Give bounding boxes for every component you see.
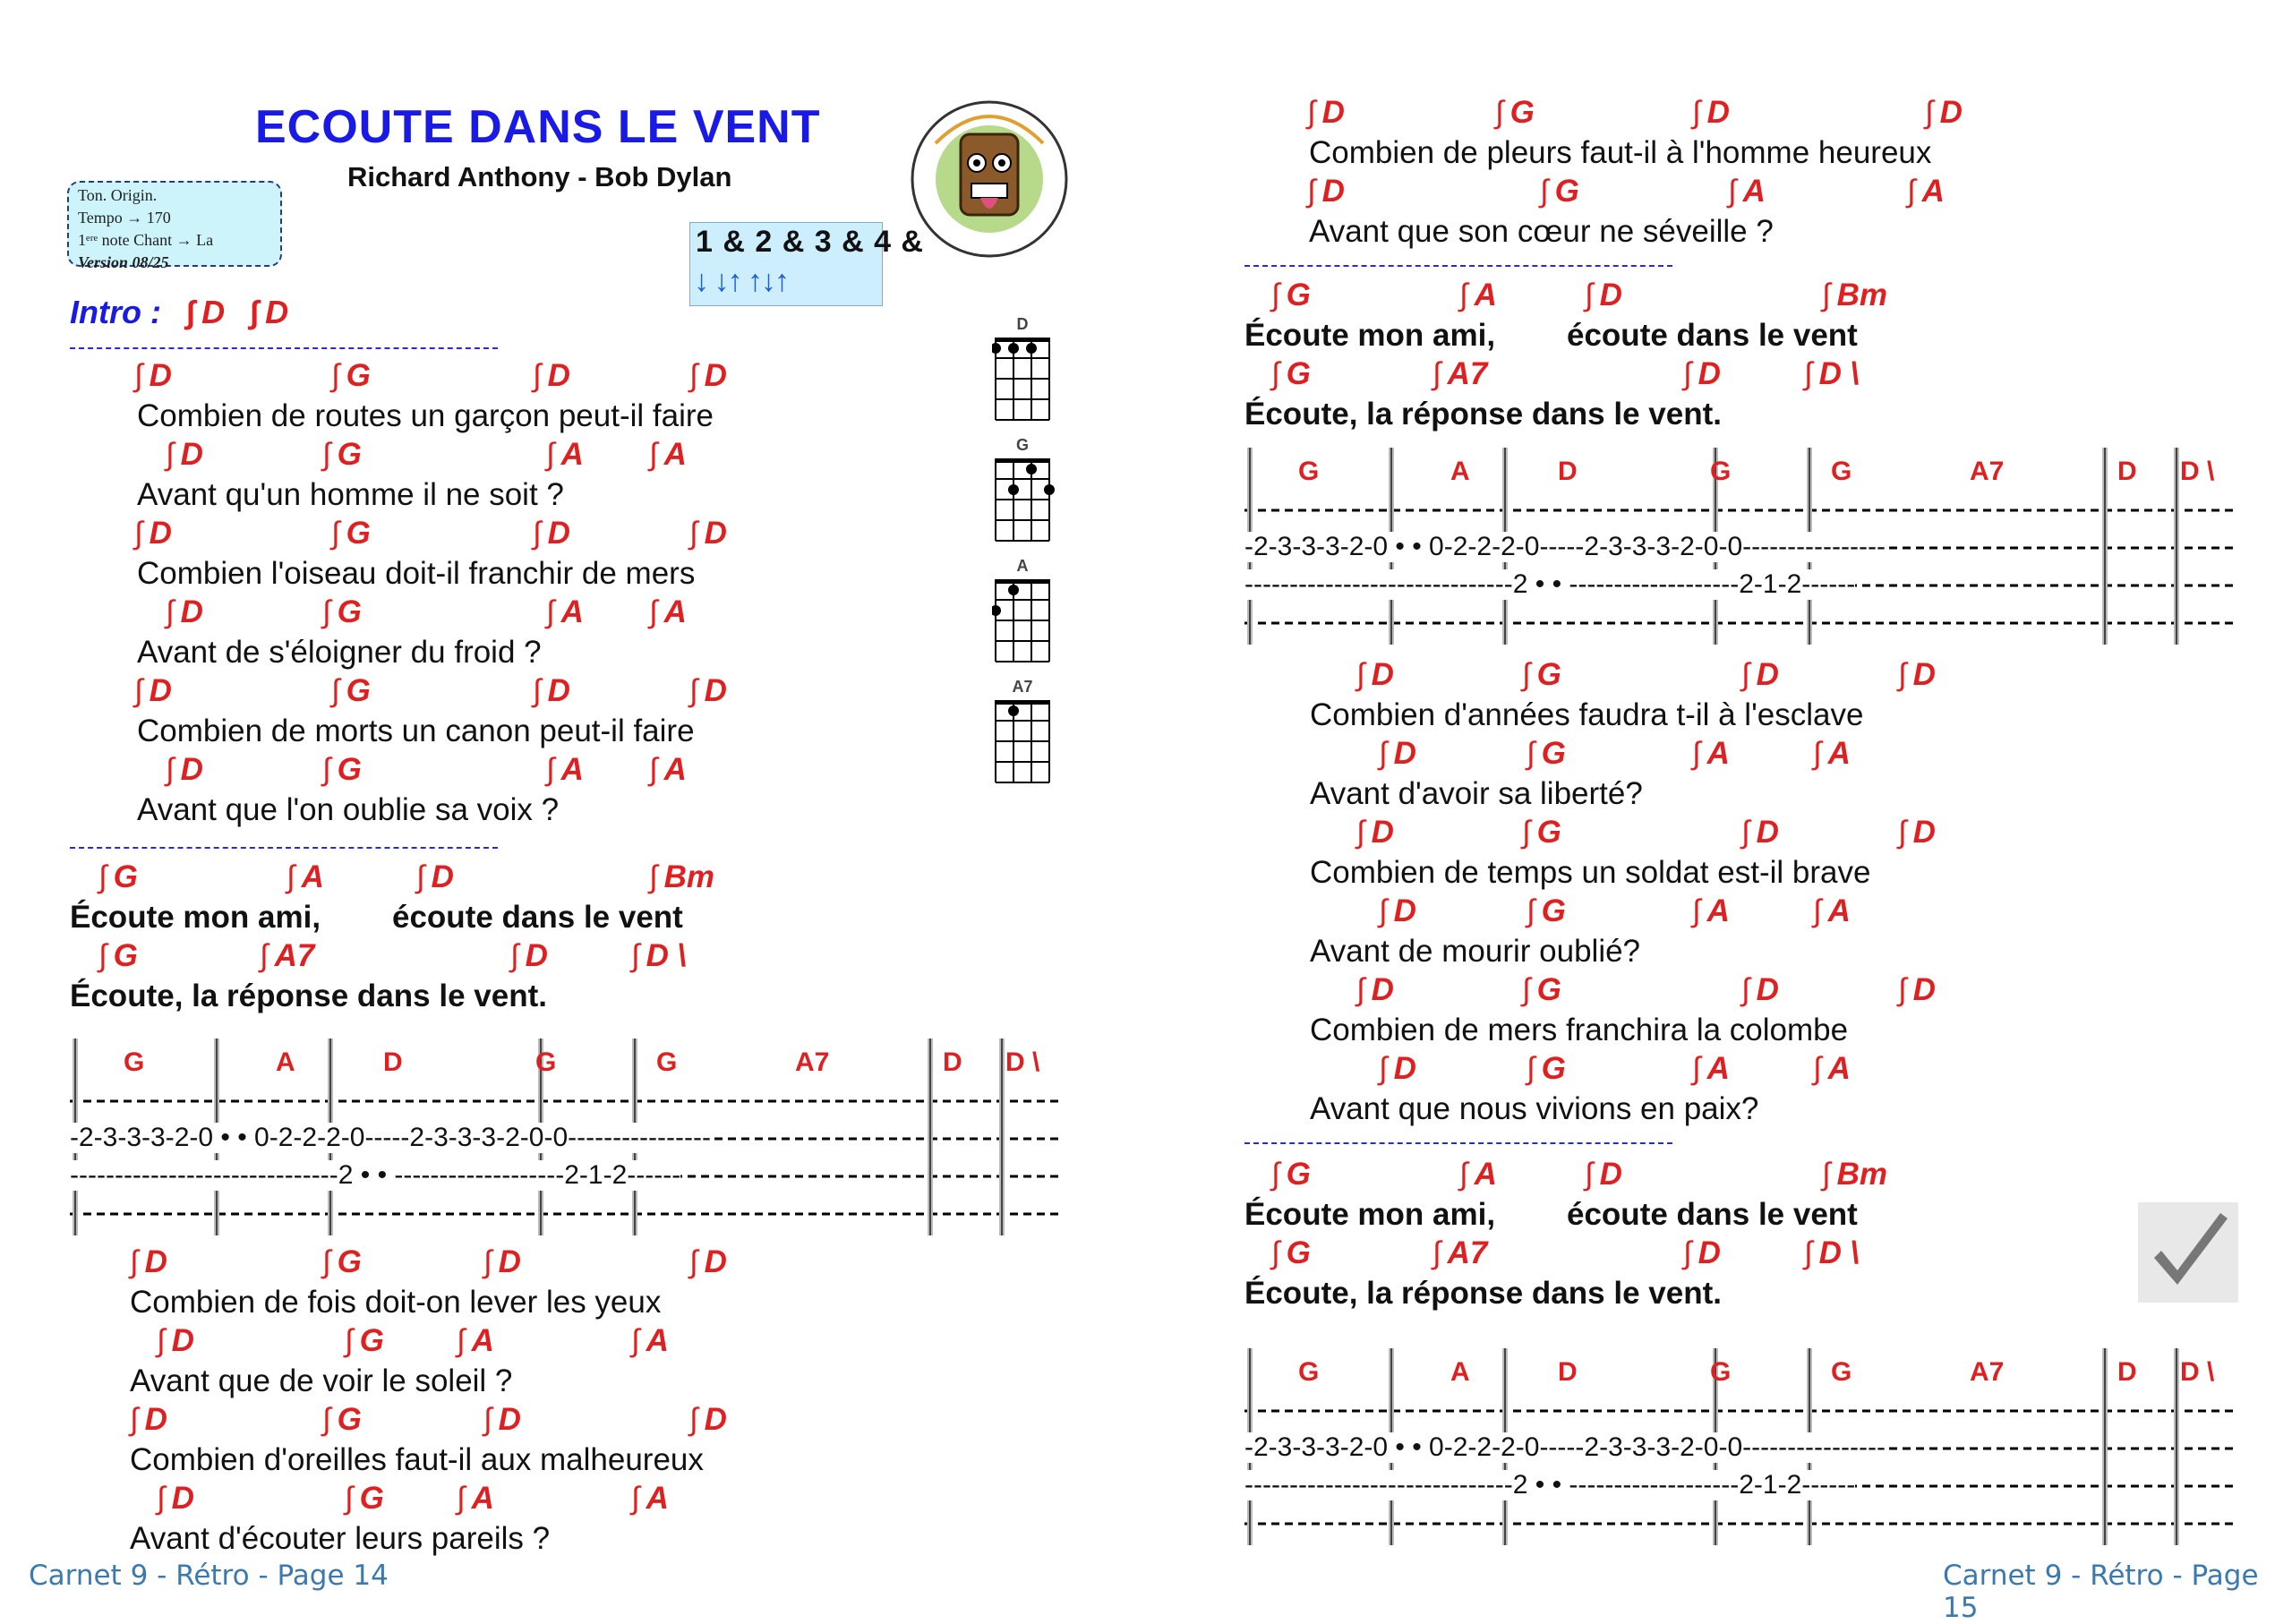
chord: ∫ D xyxy=(166,594,203,630)
chord: ∫ D xyxy=(1585,278,1622,313)
chord-diagram-label: G xyxy=(1015,436,1029,454)
chord: ∫ G xyxy=(1271,1235,1311,1271)
tab-string-2: -2-3-3-3-2-0 • • 0-2-2-2-0-----2-3-3-3-2-0-0---------------- xyxy=(70,1123,711,1152)
tab-chord-label: A xyxy=(276,1047,295,1077)
separator xyxy=(70,847,498,849)
chord: ∫ D xyxy=(1692,95,1730,131)
footer-right: Carnet 9 - Rétro - Page 15 xyxy=(1943,1560,2259,1624)
chord: ∫ D xyxy=(483,1402,521,1438)
chord: ∫ D xyxy=(689,673,727,709)
tab-chord-label: D \ xyxy=(2180,457,2215,486)
chord: ∫ G xyxy=(1522,815,1561,850)
chord: ∫ D xyxy=(1925,95,1963,131)
tab-chord-label: D xyxy=(1558,457,1578,486)
lyric-line: Combien d'oreilles faut-il aux malheureux xyxy=(130,1442,704,1477)
chord: ∫ D xyxy=(483,1244,521,1280)
chord: ∫ D xyxy=(1898,972,1936,1008)
chord: ∫ G xyxy=(1527,736,1566,772)
chord: ∫ G xyxy=(322,1402,362,1438)
footer-left: Carnet 9 - Rétro - Page 14 xyxy=(29,1560,389,1592)
chord: ∫ G xyxy=(345,1323,384,1359)
chord: ∫ G xyxy=(322,437,362,473)
chord: ∫ D xyxy=(134,358,172,394)
chord: ∫ D xyxy=(1379,893,1416,929)
chord: ∫ A xyxy=(1459,1157,1497,1192)
checkmark-icon xyxy=(2138,1202,2238,1303)
chord: ∫ G xyxy=(322,752,362,788)
chord: ∫ G xyxy=(331,358,371,394)
tab-string-3: ------------------------------2 • • -------------------2-1-2------ xyxy=(1244,1470,1856,1500)
chord: ∫ A xyxy=(1813,1051,1851,1087)
chord: ∫ D xyxy=(185,294,226,330)
chord: ∫ D xyxy=(1356,657,1394,693)
chord: ∫ A xyxy=(1692,1051,1730,1087)
chord: ∫ A xyxy=(286,859,324,895)
song-meta-box xyxy=(67,181,282,271)
song-artist: Richard Anthony - Bob Dylan xyxy=(347,161,732,192)
chorus-lyric: Écoute, la réponse dans le vent. xyxy=(70,979,547,1013)
chord: ∫ A xyxy=(546,437,584,473)
tab-chord-label: G xyxy=(1298,1357,1320,1387)
chord-diagram-label: D xyxy=(1016,315,1029,333)
chorus-lyric: écoute dans le vent xyxy=(1567,318,1858,353)
chord: ∫ D xyxy=(689,358,727,394)
chord: ∫ G xyxy=(322,1244,362,1280)
chord: ∫ G xyxy=(1527,1051,1566,1087)
chord: ∫ A xyxy=(649,437,687,473)
chord: ∫ D xyxy=(533,516,570,551)
chord: ∫ D xyxy=(689,516,727,551)
chorus-lyric: Écoute mon ami, xyxy=(1244,1197,1496,1232)
chord: ∫ D xyxy=(1379,736,1416,772)
chord: ∫ D xyxy=(416,859,454,895)
chord: ∫ D xyxy=(130,1402,167,1438)
tab-chord-label: A7 xyxy=(795,1047,830,1077)
chord: ∫ A xyxy=(1692,893,1730,929)
chord: ∫ D xyxy=(1379,1051,1416,1087)
chord: ∫ G xyxy=(1271,356,1311,392)
chord: ∫ D \ xyxy=(631,938,686,974)
tab-chord-label: A7 xyxy=(1970,1357,2005,1387)
chord: ∫ A xyxy=(631,1323,669,1359)
fretboard-icon xyxy=(992,334,1056,423)
strum-beats: 1 & 2 & 3 & 4 & xyxy=(696,225,924,259)
separator xyxy=(1244,1142,1672,1144)
ukulele-tab xyxy=(1244,439,2238,654)
chord: ∫ D xyxy=(1741,972,1779,1008)
lyric-line: Combien de routes un garçon peut-il faire xyxy=(137,398,714,433)
chord: ∫ D xyxy=(1898,657,1936,693)
chord-diagram-d xyxy=(992,315,1053,428)
strum-arrows: ↓ ↓↑ ↑↓↑ xyxy=(694,264,788,298)
chord: ∫ G xyxy=(1527,893,1566,929)
fretboard-icon xyxy=(992,576,1056,665)
tab-string-3: ------------------------------2 • • -------------------2-1-2------ xyxy=(1244,569,1856,599)
chord: ∫ D xyxy=(1683,356,1721,392)
chord: ∫ D xyxy=(157,1323,194,1359)
lyric-line: Avant de s'éloigner du froid ? xyxy=(137,635,542,670)
chord: ∫ Bm xyxy=(1822,1157,1887,1192)
chord: ∫ G xyxy=(1271,278,1311,313)
song-title: ECOUTE DANS LE VENT xyxy=(255,101,821,153)
chorus-lyric: écoute dans le vent xyxy=(392,900,683,935)
chord-diagram-a xyxy=(992,557,1053,670)
chord: ∫ A xyxy=(649,752,687,788)
lyric-line: Avant d'avoir sa liberté? xyxy=(1310,776,1643,811)
chord: ∫ A xyxy=(649,594,687,630)
chord-diagram-a7 xyxy=(992,678,1053,791)
fretboard-icon xyxy=(992,455,1056,544)
chord: ∫ D xyxy=(1585,1157,1622,1192)
chord: ∫ A7 xyxy=(260,938,314,974)
ukulele-tab xyxy=(70,1030,1064,1244)
chord: ∫ D xyxy=(533,673,570,709)
tab-chord-label: D \ xyxy=(2180,1357,2215,1387)
chord-diagram-label: A xyxy=(1016,557,1029,575)
lyric-line: Avant que l'on oublie sa voix ? xyxy=(137,792,560,827)
chord: ∫ D \ xyxy=(1804,356,1859,392)
tab-chord-label: A xyxy=(1450,1357,1470,1387)
chord: ∫ G xyxy=(98,938,138,974)
chord: ∫ Bm xyxy=(649,859,714,895)
lyric-line: Combien de morts un canon peut-il faire xyxy=(137,714,695,748)
separator xyxy=(1244,265,1672,267)
tab-chord-label: A7 xyxy=(1970,457,2005,486)
tab-chord-label: G xyxy=(1710,1357,1732,1387)
lyric-line: Avant qu'un homme il ne soit ? xyxy=(137,477,564,512)
intro-line xyxy=(70,294,288,331)
chord: ∫ D xyxy=(1307,95,1345,131)
chord: ∫ A xyxy=(546,594,584,630)
tab-chord-label: G xyxy=(535,1047,557,1077)
tab-string-2: -2-3-3-3-2-0 • • 0-2-2-2-0-----2-3-3-3-2-0-0---------------- xyxy=(1244,1432,1886,1462)
tab-chord-label: D xyxy=(943,1047,962,1077)
intro-label: Intro : xyxy=(70,294,161,330)
chord: ∫ A xyxy=(457,1323,494,1359)
meta-version: Version 08/25 xyxy=(78,253,169,271)
chord: ∫ G xyxy=(331,516,371,551)
chord: ∫ Bm xyxy=(1822,278,1887,313)
meta-line: 1ᵉʳᵉ note Chant → La xyxy=(78,231,214,249)
lyric-line: Avant que son cœur ne séveille ? xyxy=(1309,214,1774,249)
chord: ∫ D xyxy=(1356,972,1394,1008)
chord: ∫ D xyxy=(157,1481,194,1517)
tab-string-2: -2-3-3-3-2-0 • • 0-2-2-2-0-----2-3-3-3-2-0-0---------------- xyxy=(1244,532,1886,561)
chord: ∫ A xyxy=(457,1481,494,1517)
lyric-line: Combien l'oiseau doit-il franchir de mers xyxy=(137,556,696,591)
lyric-line: Avant de mourir oublié? xyxy=(1310,934,1641,969)
chord: ∫ A xyxy=(1692,736,1730,772)
tab-chord-label: A xyxy=(1450,457,1470,486)
tab-chord-label: G xyxy=(1298,457,1320,486)
lyric-line: Avant d'écouter leurs pareils ? xyxy=(130,1521,551,1556)
chord: ∫ D xyxy=(1683,1235,1721,1271)
tab-chord-label: D \ xyxy=(1005,1047,1040,1077)
lyric-line: Combien de pleurs faut-il à l'homme heureux xyxy=(1309,135,1932,170)
chorus-lyric: Écoute, la réponse dans le vent. xyxy=(1244,1276,1722,1311)
tab-string-3: ------------------------------2 • • -------------------2-1-2------ xyxy=(70,1160,681,1190)
chord: ∫ G xyxy=(345,1481,384,1517)
chord: ∫ G xyxy=(1540,174,1579,209)
separator xyxy=(70,347,498,349)
meta-line: Ton. Origin. xyxy=(78,186,158,204)
chord: ∫ A xyxy=(631,1481,669,1517)
tab-chord-label: D xyxy=(383,1047,403,1077)
chord: ∫ A7 xyxy=(1432,1235,1487,1271)
chorus-lyric: écoute dans le vent xyxy=(1567,1197,1858,1232)
chord: ∫ A7 xyxy=(1432,356,1487,392)
tab-chord-label: G xyxy=(656,1047,678,1077)
chord: ∫ D xyxy=(533,358,570,394)
chord: ∫ G xyxy=(331,673,371,709)
chord: ∫ D xyxy=(1741,815,1779,850)
chord: ∫ A xyxy=(1813,736,1851,772)
tab-chord-label: D xyxy=(2117,457,2137,486)
tab-chord-label: D xyxy=(2117,1357,2137,1387)
strum-pattern xyxy=(689,222,924,306)
chorus-lyric: Écoute mon ami, xyxy=(70,900,321,935)
fretboard-icon xyxy=(992,697,1056,786)
chord: ∫ G xyxy=(98,859,138,895)
chord-diagram-g xyxy=(992,436,1053,549)
lyric-line: Combien de fois doit-on lever les yeux xyxy=(130,1285,662,1320)
chord: ∫ D xyxy=(130,1244,167,1280)
chord: ∫ D xyxy=(134,673,172,709)
chord: ∫ A xyxy=(1907,174,1945,209)
lyric-line: Combien de temps un soldat est-il brave xyxy=(1310,855,1871,890)
meta-line: Tempo → 170 xyxy=(78,209,171,227)
chord: ∫ D xyxy=(1307,174,1345,209)
lyric-line: Combien d'années faudra t-il à l'esclave xyxy=(1310,697,1864,732)
chord: ∫ D \ xyxy=(1804,1235,1859,1271)
tab-chord-label: G xyxy=(1831,1357,1852,1387)
chord: ∫ A xyxy=(1459,278,1497,313)
chord: ∫ A xyxy=(1728,174,1766,209)
tab-chord-label: G xyxy=(124,1047,145,1077)
chord: ∫ D xyxy=(1356,815,1394,850)
chord: ∫ G xyxy=(322,594,362,630)
chord: ∫ G xyxy=(1271,1157,1311,1192)
chord: ∫ A xyxy=(546,752,584,788)
ukulele-logo-icon xyxy=(909,98,1070,260)
ukulele-tab xyxy=(1244,1339,2238,1554)
chorus-lyric: Écoute mon ami, xyxy=(1244,318,1496,353)
lyric-line: Avant que nous vivions en paix? xyxy=(1310,1091,1759,1126)
chord: ∫ A xyxy=(1813,893,1851,929)
chord: ∫ D xyxy=(1741,657,1779,693)
tab-chord-label: D xyxy=(1558,1357,1578,1387)
chord: ∫ D xyxy=(134,516,172,551)
chord: ∫ G xyxy=(1522,657,1561,693)
chord: ∫ D xyxy=(166,437,203,473)
chord: ∫ D xyxy=(689,1402,727,1438)
chord: ∫ G xyxy=(1522,972,1561,1008)
chord: ∫ D xyxy=(510,938,548,974)
chord-diagram-label: A7 xyxy=(1012,678,1033,696)
chord: ∫ D xyxy=(1898,815,1936,850)
chord: ∫ D xyxy=(250,294,289,330)
chord: ∫ G xyxy=(1495,95,1535,131)
chord: ∫ D xyxy=(166,752,203,788)
chorus-lyric: Écoute, la réponse dans le vent. xyxy=(1244,397,1722,432)
tab-chord-label: G xyxy=(1710,457,1732,486)
chord: ∫ D xyxy=(689,1244,727,1280)
lyric-line: Combien de mers franchira la colombe xyxy=(1310,1013,1849,1047)
lyric-line: Avant que de voir le soleil ? xyxy=(130,1363,513,1398)
tab-chord-label: G xyxy=(1831,457,1852,486)
